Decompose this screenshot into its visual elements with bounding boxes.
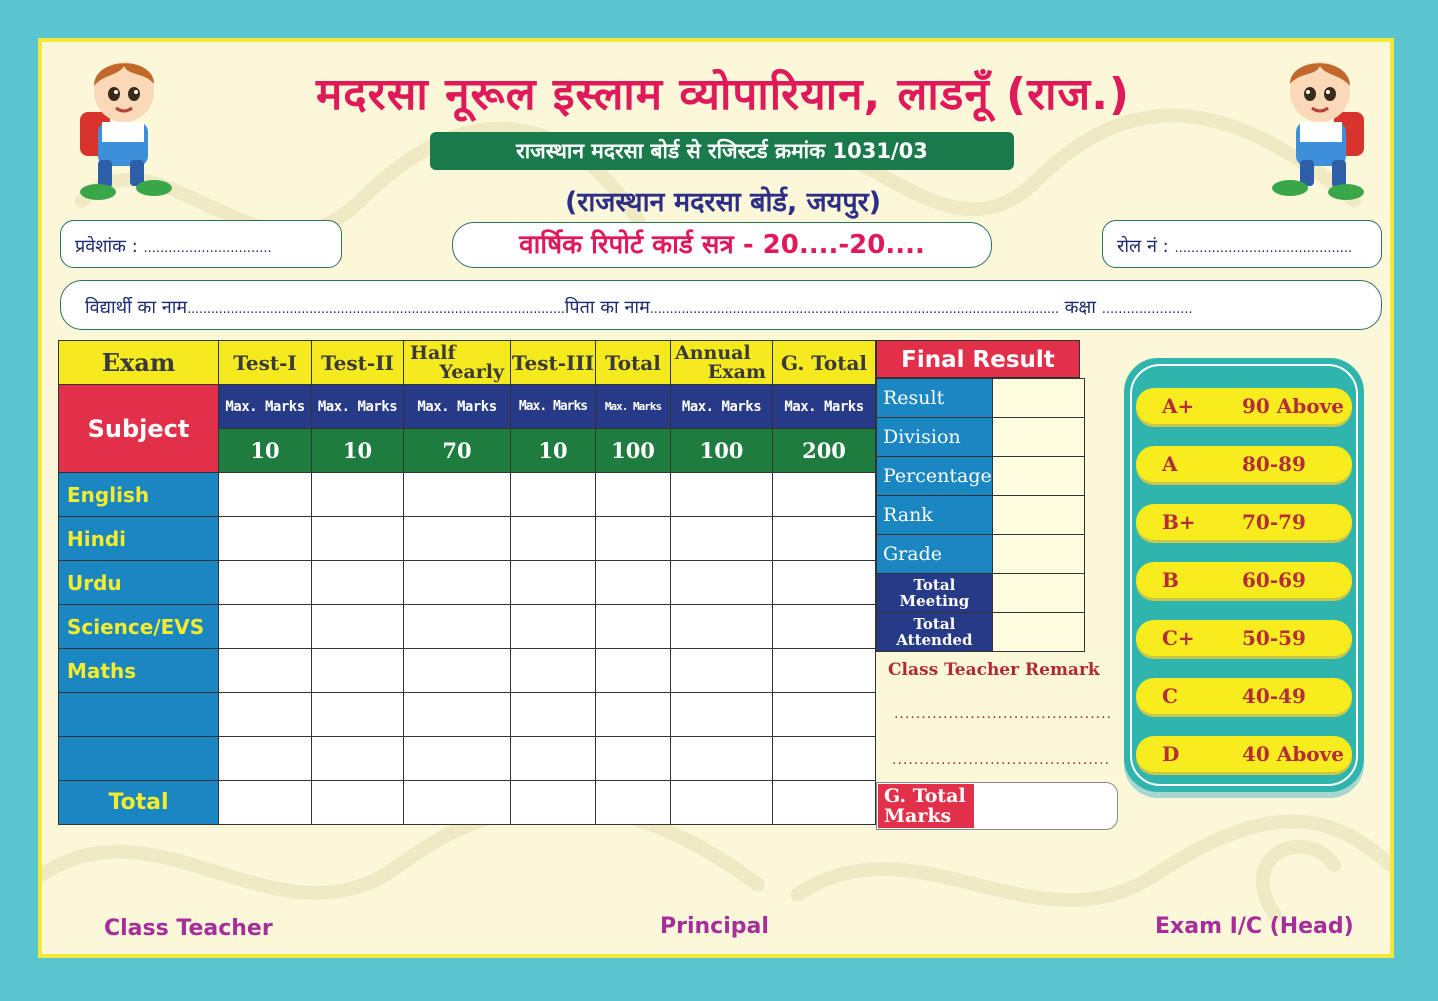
mark-cell[interactable] [312,693,404,737]
total-row [59,781,876,825]
mark-cell[interactable] [219,473,312,517]
report-card-title: वार्षिक रिपोर्ट कार्ड सत्र - 20....-20.... [452,222,992,268]
mark-cell[interactable] [404,605,511,649]
g-total-marks-label: G. Total Marks [878,784,974,828]
mark-cell[interactable] [596,561,671,605]
school-title: मदरसा नूरूल इस्लाम व्योपारियान, लाडनूँ (राज.) [315,69,1131,120]
total-attended-value[interactable] [992,613,1084,652]
max-marks-label: Max. Marks [219,385,312,429]
table-row [59,473,876,517]
max-marks-label: Max. Marks [596,385,671,429]
col-head-test2: Test-II [312,341,404,385]
max-marks-label: Max. Marks [511,385,596,429]
mark-cell[interactable] [312,737,404,781]
mark-cell[interactable] [511,473,596,517]
student-details-field[interactable] [60,280,1382,330]
max-marks-value: 200 [773,429,876,473]
mark-cell[interactable] [404,693,511,737]
subject-blank [59,693,219,737]
mark-cell[interactable] [773,473,876,517]
mark-cell[interactable] [511,649,596,693]
mark-cell[interactable] [671,693,773,737]
final-result-header: Final Result [876,340,1080,378]
principal-signature: Principal [660,914,769,939]
subject-english: English [59,473,219,517]
division-label: Division [877,418,993,457]
subject-header: Subject [59,385,219,473]
result-label: Result [877,379,993,418]
mark-cell[interactable] [404,561,511,605]
max-marks-value: 100 [596,429,671,473]
mark-cell[interactable] [773,649,876,693]
mark-cell[interactable] [671,517,773,561]
total-cell[interactable] [312,781,404,825]
col-head-total: Total [596,341,671,385]
result-value[interactable] [992,379,1084,418]
class-teacher-remark-label: Class Teacher Remark [888,660,1100,680]
total-meeting-value[interactable] [992,574,1084,613]
total-attended-label: Total Attended [877,613,993,652]
subject-maths: Maths [59,649,219,693]
grade-scale-panel [1124,358,1364,792]
report-card [38,38,1394,958]
mark-cell[interactable] [511,605,596,649]
mark-cell[interactable] [596,649,671,693]
col-head-test1: Test-I [219,341,312,385]
mark-cell[interactable] [671,473,773,517]
mark-cell[interactable] [596,737,671,781]
max-marks-label: Max. Marks [312,385,404,429]
father-name-label: पिता का नाम [564,297,650,318]
mark-cell[interactable] [219,693,312,737]
marks-table [58,340,876,825]
max-marks-value: 100 [671,429,773,473]
remark-line-2[interactable]: ........................................ [892,752,1111,768]
table-row [59,605,876,649]
col-head-annual-exam: Annual Exam [671,341,773,385]
max-marks-value: 10 [312,429,404,473]
grade-row: C 40-49 [1136,678,1352,714]
table-row [59,561,876,605]
final-result-table [876,378,1085,652]
mark-cell[interactable] [671,605,773,649]
percentage-value[interactable] [992,457,1084,496]
total-cell[interactable] [773,781,876,825]
total-cell[interactable] [219,781,312,825]
grade-value[interactable] [992,535,1084,574]
mark-cell[interactable] [219,605,312,649]
grade-row: A+ 90 Above [1136,388,1352,424]
admission-label: प्रवेशांक : [75,236,138,257]
mark-cell[interactable] [511,517,596,561]
division-value[interactable] [992,418,1084,457]
grade-row: B+ 70-79 [1136,504,1352,540]
subject-hindi: Hindi [59,517,219,561]
table-row [59,517,876,561]
mark-cell[interactable] [511,737,596,781]
table-row [59,649,876,693]
total-cell[interactable] [404,781,511,825]
mark-cell[interactable] [596,605,671,649]
mark-cell[interactable] [773,693,876,737]
mark-cell[interactable] [404,737,511,781]
subject-urdu: Urdu [59,561,219,605]
class-dots: ...................... [1101,302,1193,317]
table-row [59,693,876,737]
roll-label: रोल नं : [1117,236,1169,257]
roll-number-field[interactable] [1102,220,1382,268]
mark-cell[interactable] [312,517,404,561]
admission-number-field[interactable] [60,220,342,268]
mark-cell[interactable] [596,473,671,517]
mark-cell[interactable] [312,561,404,605]
max-marks-label: Max. Marks [671,385,773,429]
mark-cell[interactable] [219,517,312,561]
father-name-dots: ........................................................................................................ [649,302,1059,317]
total-cell[interactable] [511,781,596,825]
grade-row: D 40 Above [1136,736,1352,772]
registration-banner: राजस्थान मदरसा बोर्ड से रजिस्टर्ड क्रमांक 1031/03 [430,132,1014,170]
remark-line-1[interactable]: ........................................ [894,706,1113,722]
class-teacher-signature: Class Teacher [104,916,273,941]
mark-cell[interactable] [404,473,511,517]
exam-header: Exam [59,341,219,385]
mark-cell[interactable] [511,561,596,605]
grade-label: Grade [877,535,993,574]
class-label: कक्षा [1064,297,1096,318]
table-row [59,737,876,781]
rank-label: Rank [877,496,993,535]
max-marks-value: 70 [404,429,511,473]
mark-cell[interactable] [596,693,671,737]
grade-row: B 60-69 [1136,562,1352,598]
mark-cell[interactable] [671,649,773,693]
max-marks-label: Max. Marks [773,385,876,429]
mark-cell[interactable] [511,693,596,737]
total-meeting-label: Total Meeting [877,574,993,613]
board-name: (राजस्थान मदरसा बोर्ड, जयपुर) [564,187,882,218]
col-head-g-total: G. Total [773,341,876,385]
rank-value[interactable] [992,496,1084,535]
subject-science-evs: Science/EVS [59,605,219,649]
mark-cell[interactable] [773,561,876,605]
max-marks-value: 10 [219,429,312,473]
subject-blank [59,737,219,781]
mark-cell[interactable] [596,517,671,561]
mark-cell[interactable] [219,737,312,781]
total-cell[interactable] [671,781,773,825]
percentage-label: Percentage [877,457,993,496]
col-head-half-yearly: Half Yearly [404,341,511,385]
mark-cell[interactable] [312,473,404,517]
grade-row: A 80-89 [1136,446,1352,482]
roll-dots: ........................................... [1174,241,1353,256]
mark-cell[interactable] [219,561,312,605]
mark-cell[interactable] [671,737,773,781]
student-name-dots: ................................................................................................ [187,302,565,317]
mark-cell[interactable] [219,649,312,693]
mark-cell[interactable] [773,737,876,781]
mark-cell[interactable] [312,649,404,693]
total-label: Total [59,781,219,825]
mark-cell[interactable] [312,605,404,649]
mark-cell[interactable] [773,517,876,561]
grade-row: C+ 50-59 [1136,620,1352,656]
mark-cell[interactable] [773,605,876,649]
mark-cell[interactable] [404,517,511,561]
exam-ic-signature: Exam I/C (Head) [1155,914,1354,939]
mark-cell[interactable] [671,561,773,605]
mark-cell[interactable] [404,649,511,693]
admission-dots: ............................... [143,241,272,256]
max-marks-value: 10 [511,429,596,473]
total-cell[interactable] [596,781,671,825]
student-name-label: विद्यार्थी का नाम [85,297,188,318]
max-marks-label: Max. Marks [404,385,511,429]
col-head-test3: Test-III [511,341,596,385]
